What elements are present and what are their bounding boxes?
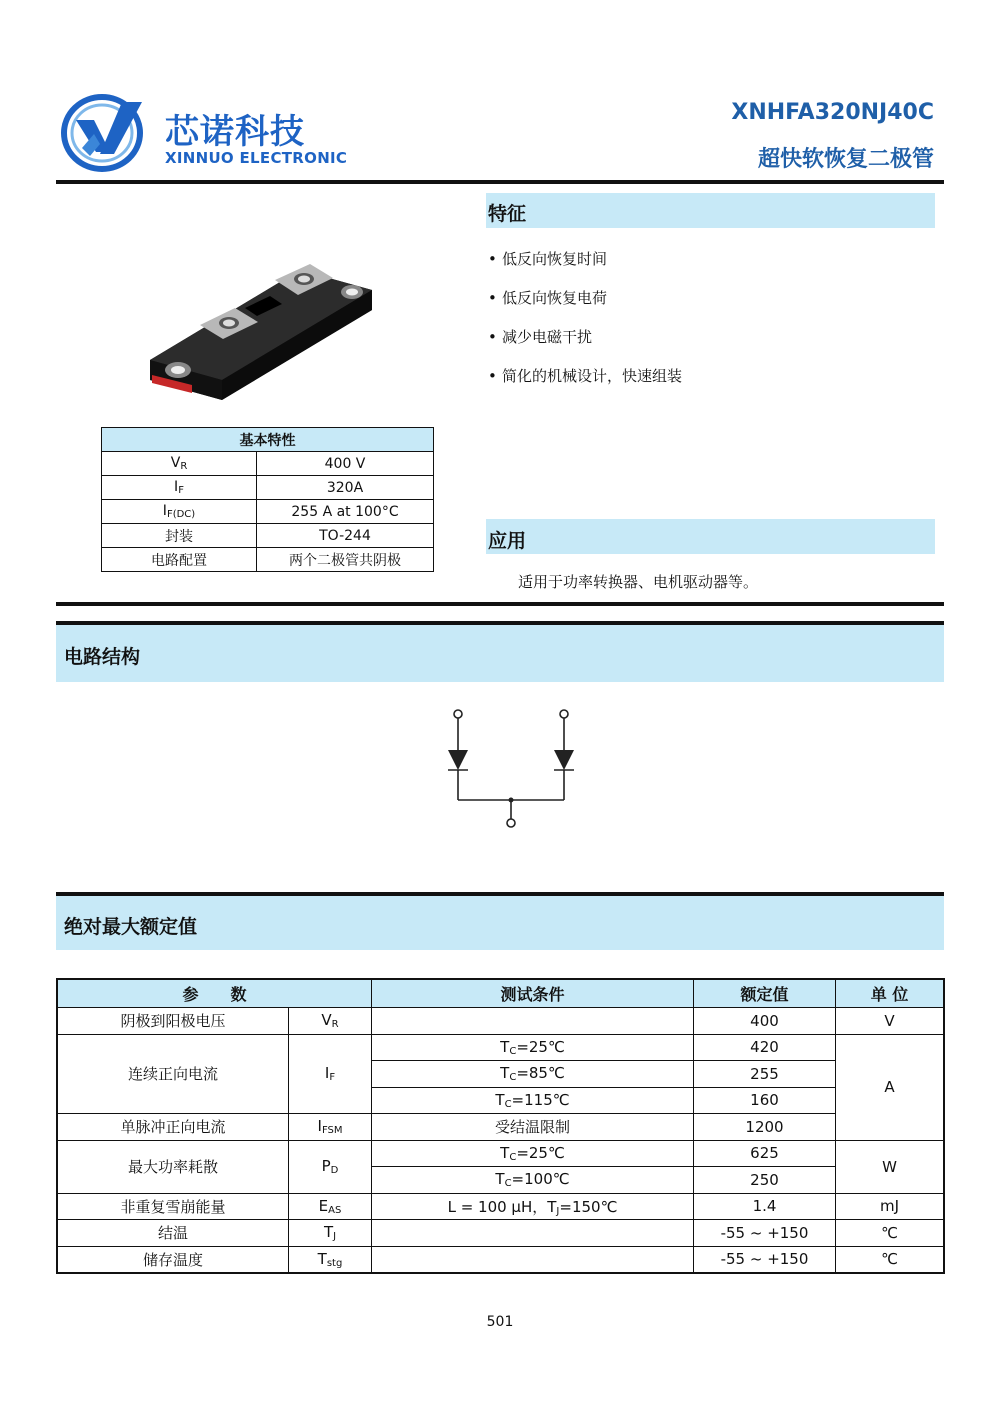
table-row	[57, 1034, 944, 1061]
value-cell: 255 A at 100°C	[257, 500, 434, 524]
application-text: 适用于功率转换器、电机驱动器等。	[518, 573, 759, 591]
value-cell: 两个二极管共阴极	[257, 548, 434, 572]
basic-table-title: 基本特性	[102, 428, 434, 452]
circuit-title: 电路结构	[64, 646, 141, 668]
param-symbol: $T_J$	[289, 1220, 372, 1247]
table-row	[57, 1220, 944, 1247]
value-cell: 255	[694, 1061, 836, 1088]
part-description: 超快软恢复二极管	[757, 147, 934, 172]
unit-cell: V	[836, 1008, 945, 1035]
value-cell: 1.4	[694, 1193, 836, 1220]
terminal-icon	[507, 819, 515, 827]
param-cell: $I_F$	[102, 476, 257, 500]
basic-characteristics-table	[101, 427, 434, 572]
terminal-icon	[454, 710, 462, 718]
unit-cell: ℃	[836, 1246, 945, 1273]
condition-cell: $T_C=85℃$	[372, 1061, 694, 1088]
features-section-bar	[486, 193, 935, 228]
param-symbol: $E_{AS}$	[289, 1193, 372, 1220]
value-cell: 400	[694, 1008, 836, 1035]
table-header-row	[57, 979, 944, 1008]
absolute-max-ratings-table	[56, 978, 945, 1274]
application-section-bar	[486, 519, 935, 554]
section-divider	[56, 602, 944, 606]
header-unit: 单 位	[836, 979, 945, 1008]
param-name: 阴极到阳极电压	[57, 1008, 289, 1035]
terminal-icon	[560, 710, 568, 718]
param-symbol: $V_R$	[289, 1008, 372, 1035]
condition-cell	[372, 1246, 694, 1273]
list-item: • 减少电磁干扰	[488, 328, 593, 346]
table-row	[102, 452, 434, 476]
condition-cell	[372, 1220, 694, 1247]
param-name: 单脉冲正向电流	[57, 1114, 289, 1141]
param-cell: $I_{F(DC)}$	[102, 500, 257, 524]
application-title: 应用	[488, 530, 527, 552]
table-row	[102, 524, 434, 548]
header-value: 额定值	[694, 979, 836, 1008]
circuit-diagram	[440, 700, 580, 834]
table-row	[102, 548, 434, 572]
condition-cell	[372, 1008, 694, 1035]
unit-cell: ℃	[836, 1220, 945, 1247]
param-name: 最大功率耗散	[57, 1140, 289, 1193]
header-param: 参 数	[57, 979, 372, 1008]
unit-cell: mJ	[836, 1193, 945, 1220]
table-row	[57, 1008, 944, 1035]
table-row	[57, 1140, 944, 1167]
value-cell: 250	[694, 1167, 836, 1194]
diode-icon	[554, 750, 574, 770]
table-row	[57, 1246, 944, 1273]
value-cell: TO-244	[257, 524, 434, 548]
param-cell: $V_R$	[102, 452, 257, 476]
value-cell: -55 ~ +150	[694, 1246, 836, 1273]
circuit-section-bar	[56, 625, 944, 682]
value-cell: 400 V	[257, 452, 434, 476]
value-cell: -55 ~ +150	[694, 1220, 836, 1247]
value-cell: 420	[694, 1034, 836, 1061]
param-name: 连续正向电流	[57, 1034, 289, 1114]
condition-cell: $T_C=100℃$	[372, 1167, 694, 1194]
param-cell: 电路配置	[102, 548, 257, 572]
condition-cell: L = 100 μH，$T_J=150℃$	[372, 1193, 694, 1220]
param-name: 非重复雪崩能量	[57, 1193, 289, 1220]
header-divider	[56, 180, 944, 184]
param-symbol: $P_D$	[289, 1140, 372, 1193]
value-cell: 625	[694, 1140, 836, 1167]
param-cell: 封装	[102, 524, 257, 548]
list-item: • 低反向恢复时间	[488, 250, 608, 268]
condition-cell: 受结温限制	[372, 1114, 694, 1141]
header-condition: 测试条件	[372, 979, 694, 1008]
value-cell: 320A	[257, 476, 434, 500]
diode-icon	[448, 750, 468, 770]
condition-cell: $T_C=25℃$	[372, 1034, 694, 1061]
param-symbol: $I_{FSM}$	[289, 1114, 372, 1141]
list-item: • 简化的机械设计，快速组装	[488, 367, 683, 385]
product-photo-image	[140, 250, 380, 410]
ratings-title: 绝对最大额定值	[64, 916, 198, 938]
unit-cell: W	[836, 1140, 945, 1193]
param-symbol: $T_{stg}$	[289, 1246, 372, 1273]
param-name: 结温	[57, 1220, 289, 1247]
table-row	[102, 476, 434, 500]
list-item: • 低反向恢复电荷	[488, 289, 608, 307]
param-symbol: $I_F$	[289, 1034, 372, 1114]
features-title: 特征	[488, 203, 527, 225]
part-number: XNHFA320NJ40C	[731, 100, 934, 125]
table-row	[57, 1114, 944, 1141]
brand-name-cn: 芯诺科技	[165, 112, 305, 152]
param-name: 储存温度	[57, 1246, 289, 1273]
condition-cell: $T_C=25℃$	[372, 1140, 694, 1167]
table-row	[102, 500, 434, 524]
value-cell: 160	[694, 1087, 836, 1114]
value-cell: 1200	[694, 1114, 836, 1141]
page-number: 501	[486, 1314, 514, 1330]
brand-name-en: XINNUO ELECTRONIC	[165, 149, 348, 167]
unit-cell: A	[836, 1034, 945, 1140]
table-row	[57, 1193, 944, 1220]
company-logo-icon	[60, 90, 148, 172]
condition-cell: $T_C=115℃$	[372, 1087, 694, 1114]
